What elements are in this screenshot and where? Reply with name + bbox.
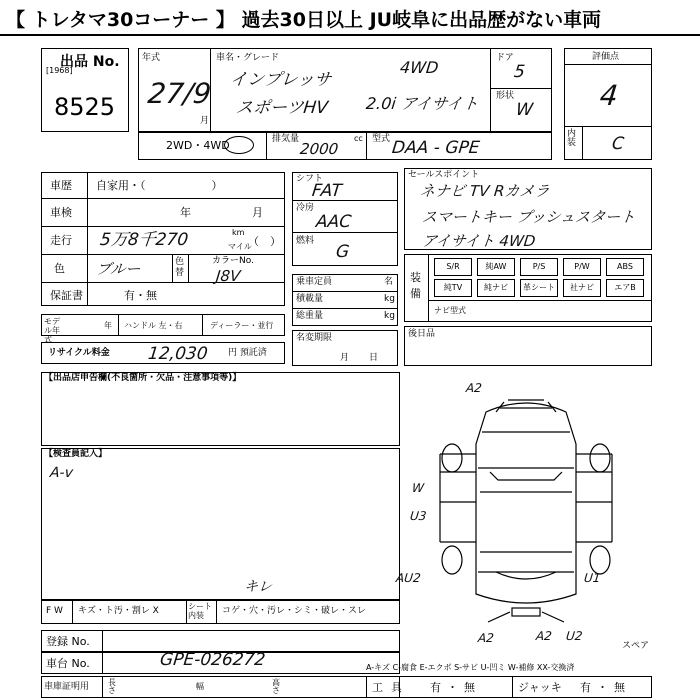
equipment-item-row2-1: 純ナビ <box>477 279 515 297</box>
shift-label: シフト <box>296 174 324 184</box>
cert-height: 高さ <box>272 678 280 695</box>
color-label: 色 <box>54 262 65 275</box>
weight-unit: kg <box>384 311 395 321</box>
damage-legend: A-キズ C-腐食 E-エクボ S-サビ U-凹ミ W-補修 XX-交換済 <box>366 663 575 672</box>
mileage-km: km <box>232 228 245 237</box>
name-change-unit: 月日 <box>340 353 399 363</box>
cert-length: 長さ <box>108 678 116 695</box>
inspection-month: 月 <box>252 206 263 219</box>
model-label: 型式 <box>372 134 391 144</box>
mark-a2-bottom2: A2 <box>535 629 553 643</box>
tools-value: 有・無 <box>430 681 481 694</box>
name-change-label: 名変期限 <box>296 333 333 343</box>
mark-u1: U1 <box>583 571 602 585</box>
recycle-label: リサイクル料金 <box>48 348 110 358</box>
mileage-mile: マイル <box>228 242 252 251</box>
mark-u3: U3 <box>409 509 428 523</box>
chassis-label: 車台 No. <box>46 657 90 670</box>
jack-value: 有・無 <box>580 681 631 694</box>
sales-label: セールスポイント <box>408 170 480 180</box>
reg-label: 登録 No. <box>46 635 90 648</box>
lot-sub: [1968] <box>46 66 73 75</box>
color-code-label: カラーNo. <box>212 256 254 266</box>
equipment-item-row1-4: ABS <box>606 258 644 276</box>
report-box <box>41 372 400 446</box>
cert-label: 車庫証明用 <box>44 682 90 692</box>
cert-width: 幅 <box>196 682 204 691</box>
lot-box <box>41 48 129 132</box>
history-value: 自家用・（ ） <box>96 179 223 192</box>
equipment-item-row1-2: P/S <box>520 258 558 276</box>
mileage-value: 5万8千270 <box>99 230 190 250</box>
sales-line2: スマートキー プッシュスタート <box>421 208 637 226</box>
int-value: C <box>611 134 625 154</box>
model-year-unit: 年 <box>104 321 112 330</box>
equipment-item-row1-3: P/W <box>563 258 601 276</box>
capacity-unit: 名 <box>384 277 394 287</box>
weight-label: 総重量 <box>296 311 324 321</box>
drive-circle <box>224 136 254 154</box>
equipment-item-row1-1: 純AW <box>477 258 515 276</box>
int-label: 内装 <box>567 129 577 148</box>
fuel-label: 燃料 <box>296 236 315 246</box>
sales-line3: アイサイト 4WD <box>421 232 537 250</box>
interior-fw: F W <box>46 606 63 616</box>
name-line1: インプレッサ <box>229 70 333 90</box>
name-label: 車名・グレード <box>216 53 280 63</box>
lot-number: 8525 <box>54 93 116 121</box>
dealer-label: ディーラー・並行 <box>210 321 274 330</box>
warranty-value: 有・無 <box>124 289 157 302</box>
mark-a2-bottom: A2 <box>477 631 495 645</box>
inspection-label: 車検 <box>50 206 72 219</box>
recycle-unit: 円 預託済 <box>228 348 267 358</box>
displacement-label: 排気量 <box>272 134 300 144</box>
sales-line1: ネナビ TV Rカメラ <box>419 182 551 200</box>
warranty-label: 保証書 <box>50 289 83 302</box>
rear-box <box>404 326 652 366</box>
cert-row <box>41 676 400 698</box>
chassis-value: GPE-026272 <box>159 650 267 670</box>
fuel-value: G <box>335 242 351 262</box>
navi-label: ナビ型式 <box>434 306 466 315</box>
name-line2b: 2.0i アイサイト <box>365 94 480 113</box>
header-bar <box>0 0 700 36</box>
color-value: ブルー <box>95 260 142 278</box>
name-line2: スポーツHV <box>235 98 329 118</box>
equipment-item-row2-2: 革シート <box>520 279 558 297</box>
equipment-item-row2-4: エアB <box>606 279 644 297</box>
interior-items: キズ・ト汚・割レ X <box>78 606 159 616</box>
grade-value: 4 <box>598 79 620 112</box>
equipment-item-row2-3: 社ナビ <box>563 279 601 297</box>
jack-label: ジャッキ <box>518 681 562 694</box>
rear-label: 後日品 <box>408 329 436 339</box>
recycle-value: 12,030 <box>147 344 209 364</box>
shift-value: FAT <box>311 181 343 201</box>
inspector-label: 【検査員記入】 <box>44 449 108 459</box>
history-label: 車歴 <box>50 179 72 192</box>
doors-value: 5 <box>513 62 526 82</box>
report-label: 【出品店申告欄(不良箇所・欠品・注意事項等)】 <box>44 373 242 383</box>
load-label: 積載量 <box>296 294 324 304</box>
mileage-label: 走行 <box>50 234 72 247</box>
year-value: 27/9 <box>146 77 213 110</box>
inspector-note: A-v <box>49 465 74 481</box>
color-code: J8V <box>215 267 242 285</box>
spare-label: スペア <box>622 641 650 651</box>
mark-a2-top: A2 <box>465 381 483 395</box>
shape-label: 形状 <box>496 91 515 101</box>
inspector-box <box>41 448 400 600</box>
mark-u2: U2 <box>565 629 584 643</box>
year-label: 年式 <box>142 53 161 63</box>
shape-value: W <box>515 100 534 120</box>
displacement-unit: cc <box>354 134 363 143</box>
equipment-item-row2-0: 純TV <box>434 279 472 297</box>
capacity-label: 乗車定員 <box>296 277 333 287</box>
mark-w-left: W <box>411 481 425 495</box>
interior-seat-items: コゲ・穴・汚レ・シミ・破レ・スレ <box>222 606 367 616</box>
mileage-paren: （ ） <box>248 235 281 248</box>
year-month-unit: 月 <box>200 116 210 126</box>
inspection-year: 年 <box>180 206 191 219</box>
interior-seat-label: シート内装 <box>188 602 212 620</box>
doors-label: ドア <box>496 53 514 63</box>
ac-label: 冷房 <box>296 203 315 213</box>
color-change-label: 色替 <box>175 257 185 278</box>
interior-note: キレ <box>243 579 273 595</box>
handle-label: ハンドル 左・右 <box>124 321 183 330</box>
grade-label: 評価点 <box>592 52 620 62</box>
car-diagram <box>400 372 652 634</box>
name-line1b: 4WD <box>399 58 440 77</box>
mark-au2: AU2 <box>395 571 422 585</box>
lot-label: 出品 No. <box>60 54 120 70</box>
drive-label: 2WD・4WD <box>166 139 230 152</box>
tools-label: 工具 <box>372 681 410 694</box>
model-year-label: モデル年式 <box>44 317 60 344</box>
reg-row <box>41 630 400 652</box>
header-title: 【 トレタマ30コーナー 】 過去30日以上 JU岐阜に出品歴がない車両 <box>6 9 602 31</box>
equipment-label: 装備 <box>410 271 421 300</box>
load-unit: kg <box>384 294 395 304</box>
model-value: DAA - GPE <box>391 138 481 158</box>
ac-value: AAC <box>315 212 353 232</box>
displacement-value: 2000 <box>299 140 340 158</box>
equipment-item-row1-0: S/R <box>434 258 472 276</box>
